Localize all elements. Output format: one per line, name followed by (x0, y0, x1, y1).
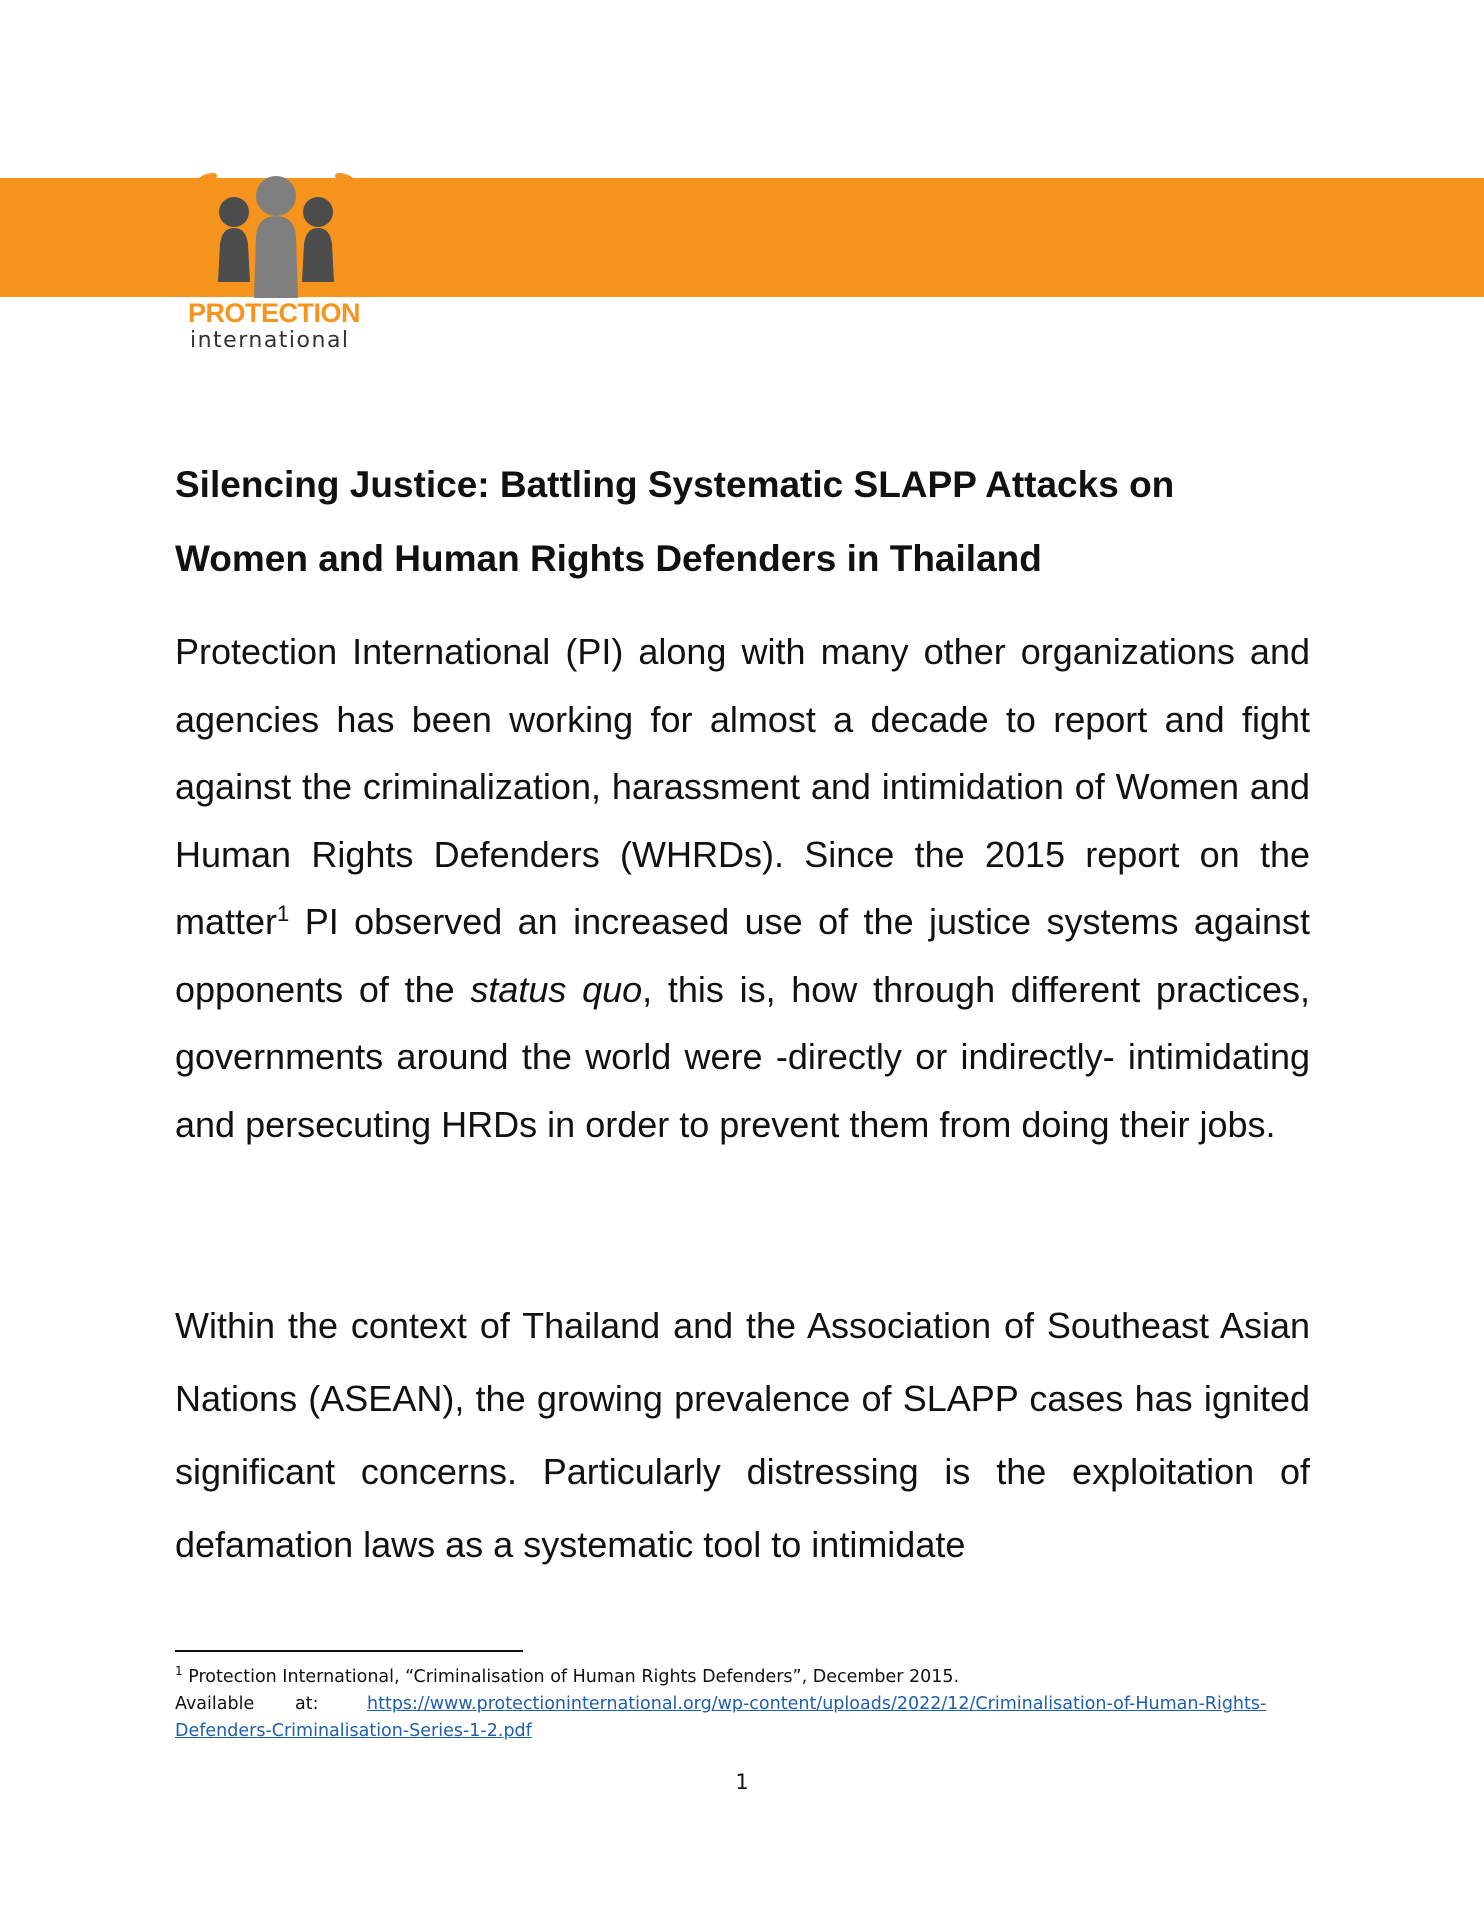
document-title: Silencing Justice: Battling Systematic SLAPP Attacks on Women and Human Rights Defenders in Thailand (175, 464, 1175, 579)
italic-term: status quo (470, 968, 643, 1010)
footnote-text: Protection International, “Criminalisation of Human Rights Defenders”, December 2015. (182, 1667, 960, 1687)
footnote (175, 1664, 1310, 1745)
paragraph-1-text-b: PI observed an increased use of the justice systems against opponents of the (175, 901, 1310, 1010)
protection-international-logo (176, 170, 376, 360)
footnote-reference[interactable]: 1 (277, 901, 290, 926)
paragraph-1-text-a: Protection International (PI) along with many other organizations and agencies has been working for almost a decade to report and fight against the criminalization, harassment and intimidation of Women and Human Rights Defenders (WHRDs). Since the 2015 report on the matter (175, 631, 1310, 942)
page-number: 1 (735, 1770, 749, 1794)
footnote-available-label: Available (175, 1694, 255, 1714)
footnote-separator (175, 1650, 523, 1652)
footnote-url-link[interactable]: https://www.protectioninternational.org/wp-content/uploads/2022/12/Criminalisation-of-Human-Rights-Defenders-Criminalisation-Series-1-2.pdf (175, 1694, 1267, 1741)
footnote-availability (175, 1691, 1310, 1745)
footnote-number: 1 (175, 1664, 183, 1679)
footnote-at-label: at: (295, 1694, 319, 1714)
paragraph-1-text-c: , this is, how through different practices, governments around the world were -directly or indirectly- intimidating and persecuting HRDs in order to prevent them from doing their jobs. (175, 968, 1310, 1145)
body-paragraph-1 (175, 618, 1310, 1158)
logo-name-line2: international (190, 328, 350, 353)
body-paragraph-2: Within the context of Thailand and the Association of Southeast Asian Nations (ASEAN), the growing prevalence of SLAPP cases has ignited significant concerns. Particularly distressing is the exploitation of defamation laws as a systematic tool to intimidate (175, 1305, 1310, 1565)
people-group-braces-icon (184, 170, 368, 300)
footnote-citation (175, 1664, 1310, 1691)
logo-name-line1: PROTECTION (188, 298, 361, 328)
